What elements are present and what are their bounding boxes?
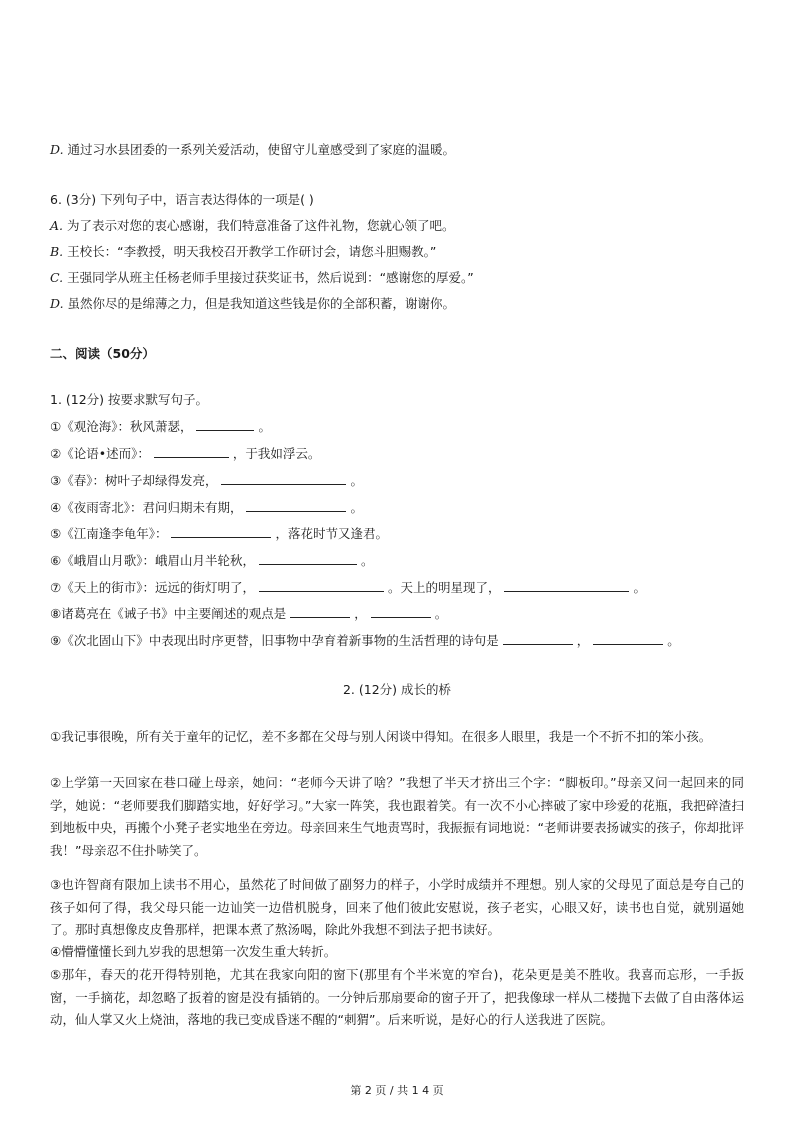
answer-blank[interactable] (196, 418, 254, 431)
q1-stem: 1. (12分) 按要求默写句子。 (50, 392, 209, 407)
option-letter: B. (50, 244, 64, 259)
q1-item: ①《观沧海》：秋风萧瑟， 。 (50, 419, 271, 434)
answer-blank[interactable] (154, 445, 229, 458)
q1-item: ③《春》：树叶子却绿得发亮， 。 (50, 473, 363, 488)
page-number: 第 2 页 / 共 1 4 页 (350, 1084, 444, 1097)
answer-blank[interactable] (259, 552, 357, 565)
q1-item: ⑥《峨眉山月歌》：峨眉山月半轮秋， 。 (50, 553, 374, 568)
option-text: 通过习水县团委的一系列关爱活动，使留守儿童感受到了家庭的温暖。 (63, 142, 456, 157)
option-letter: A. (50, 218, 64, 233)
option-letter: C. (50, 270, 64, 285)
q6-option-d (50, 296, 455, 312)
answer-blank[interactable] (290, 605, 350, 618)
q1-item: ②《论语•述而》： ，于我如浮云。 (50, 446, 321, 461)
option-letter: D. (50, 142, 64, 157)
option-text: 王强同学从班主任杨老师手里接过获奖证书，然后说到：“感谢您的厚爱。” (63, 270, 474, 285)
section-heading: 二、阅读（50分） (50, 346, 155, 361)
passage-paragraph: ③也许智商有限加上读书不用心，虽然花了时间做了副努力的样子，小学时成绩并不理想。别人家的父母见了面总是夸自己的孩子如何了得，我父母只能一边讪笑一边借机脱身，回来了他们彼此安慰说，孩子老实，心眼又好，读书也自觉，就别逼她了。那时真想像皮皮鲁那样，把课本煮了熬汤喝，除此外我想不到法子把书读好。 (50, 877, 744, 937)
option-text: 王校长：“李教授，明天我校召开教学工作研讨会，请您斗胆赐教。” (63, 244, 437, 259)
option-text: 为了表示对您的衷心感谢，我们特意准备了这件礼物，您就心领了吧。 (63, 218, 455, 233)
q1-item: ⑦《天上的街市》：远远的街灯明了， 。天上的明星现了， 。 (50, 580, 646, 595)
answer-blank[interactable] (246, 499, 346, 512)
passage-paragraph: ①我记事很晚，所有关于童年的记忆，差不多都在父母与别人闲谈中得知。在很多人眼里，我是一个不折不扣的笨小孩。 (50, 729, 712, 744)
answer-blank[interactable] (259, 579, 384, 592)
q6-option-b (50, 244, 436, 260)
answer-blank[interactable] (221, 472, 346, 485)
q1-item: ⑨《次北固山下》中表现出时序更替，旧事物中孕育着新事物的生活哲理的诗句是 ， 。 (50, 633, 680, 648)
answer-blank[interactable] (371, 605, 431, 618)
q5-option-d (50, 142, 455, 158)
answer-blank[interactable] (503, 632, 573, 645)
answer-blank[interactable] (504, 579, 629, 592)
q1-item: ⑧诸葛亮在《诫子书》中主要阐述的观点是 ， 。 (50, 606, 448, 621)
answer-blank[interactable] (593, 632, 663, 645)
q6-option-c (50, 270, 474, 286)
q6-stem: 6. (3分) 下列句子中，语言表达得体的一项是( ) (50, 192, 314, 207)
q1-item: ④《夜雨寄北》：君问归期未有期， 。 (50, 500, 363, 515)
option-letter: D. (50, 296, 64, 311)
answer-blank[interactable] (171, 525, 271, 538)
passage-title: 2. (12分) 成长的桥 (342, 682, 452, 697)
q1-item: ⑤《江南逢李龟年》： ，落花时节又逢君。 (50, 526, 388, 541)
passage-paragraph: ②上学第一天回家在巷口碰上母亲，她问：“老师今天讲了啥？”我想了半天才挤出三个字：“脚板印。”母亲又问一起回来的同学，她说：“老师要我们脚踏实地，好好学习。”大家一阵笑，我也跟着笑。有一次不小心摔破了家中珍爱的花瓶，我把碎渣扫到地板中央，再搬个小凳子老实地坐在旁边。母亲回来生气地责骂时，我振振有词地说：“老师讲要表扬诚实的孩子，你却批评我！”母亲忍不住扑哧笑了。 (50, 775, 744, 858)
passage-paragraph: ④懵懵懂懂长到九岁我的思想第一次发生重大转折。 (50, 944, 337, 959)
q6-option-a (50, 218, 455, 234)
option-text: 虽然你尽的是绵薄之力，但是我知道这些钱是你的全部积蓄，谢谢你。 (63, 296, 456, 311)
passage-paragraph: ⑤那年，春天的花开得特别艳，尤其在我家向阳的窗下(那里有个半米宽的窄台)，花朵更是美不胜收。我喜而忘形，一手扳窗，一手摘花，却忽略了扳着的窗是没有插销的。一分钟后那扇要命的窗子开了，把我像球一样从二楼抛下去做了自由落体运动，仙人掌又火上烧油，落地的我已变成昏迷不醒的“刺猬”。后来听说，是好心的行人送我进了医院。 (50, 967, 744, 1027)
